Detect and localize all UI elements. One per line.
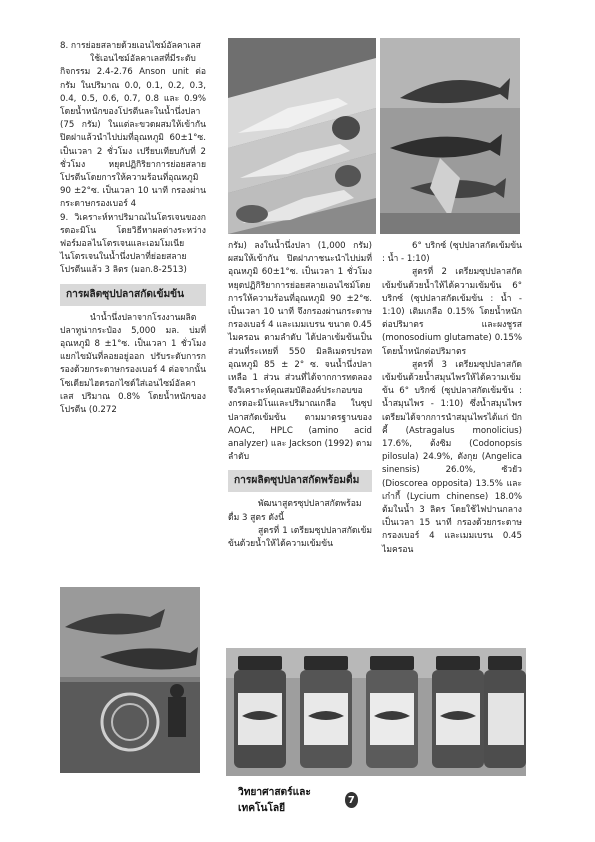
formula-3: สูตรที่ 3 เตรียมซุปปลาสกัดเข้มข้นด้วยน้ำสมุนไพรให้ได้ความเข้มข้น 6° บริกซ์ (ซุปปลาสกัดเข้มข้น : น้ำสมุนไพร - 1:10) ซึ่งน้ำสมุนไพรเตรียมได้จากการนำสมุนไพรได้แก่ ปักคี้ (Astragalus monolicius) 17.6%, ต้งซิม (Codonopsis pilosula) 24.9%, ตังกุย (Angelica sinensis) 26.0%, ซัวยัว (Dioscorea opposita) 13.5% และเก๋ากี้ (Lycium chinense) 18.0% ต้มในน้ำ 3 ลิตร โดยใช้ไฟปานกลาง เป็นเวลา 15 นาที กรองด้วยกระดาษกรองเบอร์ 4 และเมมเบรน 0.45 ไมครอน [382,359,522,555]
tuna-harvest-photo [60,587,200,773]
method-step-9: 9. วิเคราะห์หาปริมาณไนโตรเจนของกรดอะมิโน โดยวิธีหาผลต่างระหว่างฟอร์มอลไนโตรเจนและเอมโมเนียไนโตรเจนในน้ำนึ่งปลาที่ย่อยสลายโปรตีนแล้ว 3 ลิตร (มอก.8-2513) [60,212,206,276]
concentrated-soup-continued: กรัม) ลงในน้ำนึ่งปลา (1,000 กรัม) ผสมให้เข้ากัน ปิดฝาภาชนะนำไปบ่มที่อุณหภูมิ 60±1°ซ. เป็นเวลา 1 ชั่วโมง หยุดปฏิกิริยาการย่อยสลายเอนไซม์โดยการให้ความร้อนที่อุณหภูมิ 90 ±2°ซ. เป็นเวลา 10 นาที จึงกรองผ่านกระดาษกรองเบอร์ 4 และเมมเบรน ขนาด 0.45 ไมครอน ตามลำดับ ได้ปลาเข้มข้นเป็นส่วนที่ระเหยที่ 550 มิลลิเมตรปรอท อุณหภูมิ 85 ± 2° ซ. จนน้ำนึ่งปลาเหลือ 1 ส่วน ส่วนที่ได้จากการทดลองจึงวิเคราะห์คุณสมบัติองค์ประกอบของกรดอะมิโนและปริมาณเกลือ ในซุปปลาสกัดเข้มข้น ตามมาตรฐานของ AOAC, HPLC (amino acid analyzer) และ Jackson (1992) ตามลำดับ [228,241,372,463]
method-step-8-heading: 8. การย่อยสลายด้วยเอนไซม์อัลคาเลส [60,41,201,51]
journal-name: วิทยาศาสตร์และเทคโนโลยี [238,787,311,814]
method-step-8-body: ใช้เอนไซม์อัลคาเลสที่มีระดับกิจกรรม 2.4-2.76 Anson unit ต่อกรัม ในปริมาณ 0.0, 0.1, 0.2, 0.3, 0.4, 0.5, 0.6, 0.7, 0.8 และ 0.9% โดยน้ำหนักของโปรตีนละในน้ำนึ่งปลา (75 กรัม) ในแต่ละขวดผสมให้เข้ากัน ปิดฝาแล้วนำไปบ่มที่อุณหภูมิ 60±1°ซ. เป็นเวลา 2 ชั่วโมง เปรียบเทียบกับที่ 2 ชั่วโมง หยุดปฏิกิริยาการย่อยสลายโปรตีนโดยการให้ความร้อนที่อุณหภูมิ 90 ±2°ซ. เป็นเวลา 10 นาที กรองผ่านกระดาษกรองเบอร์ 4 [60,54,206,210]
concentrated-soup-body: นำน้ำนึ่งปลาจากโรงงานผลิตปลาทูน่ากระป๋อง 5,000 มล. บ่มที่อุณหภูมิ 8 ±1°ซ. เป็นเวลา 1 ชั่วโมง แยกไขมันที่ลอยอยู่ออก ปรับระดับการกรองด้วยกระดาษกรองเบอร์ 4 ต่อจากนั้นโซเดียมไฮดรอกไซด์ใส่เอนไซม์อัลคาเลส ปริมาณ 0.8% โดยน้ำหนักของโปรตีน (0.272 [60,312,206,416]
fish-steamer-photo [228,38,376,234]
column-right [382,240,522,557]
ready-to-drink-intro: พัฒนาสูตรซุปปลาสกัดพร้อมดื่ม 3 สูตร ดังนี้ [228,499,362,523]
page-footer [238,787,358,814]
formula-1-end: 6° บริกซ์ (ซุปปลาสกัดเข้มข้น : น้ำ - 1:10) [382,241,522,265]
column-middle [228,240,372,551]
column-left [60,40,206,417]
section-heading-concentrated-soup: การผลิตซุปปลาสกัดเข้มข้น [60,284,206,306]
section-heading-ready-to-drink-soup: การผลิตซุปปลาสกัดพร้อมดื่ม [228,470,372,492]
soup-bottles-photo [226,648,526,776]
page-number: 7 [345,792,358,808]
formula-1-start: สูตรที่ 1 เตรียมซุปปลาสกัดเข้มข้นด้วยน้ำให้ได้ความเข้มข้น [228,525,372,550]
tuna-illustration [380,38,520,234]
formula-2: สูตรที่ 2 เตรียมซุปปลาสกัดเข้มข้นด้วยน้ำให้ได้ความเข้มข้น 6° บริกซ์ (ซุปปลาสกัดเข้มข้น : น้ำ - 1:10) เติมเกลือ 0.15% โดยน้ำหนักต่อปริมาตร และผงชูรส (monosodium glutamate) 0.15% โดยน้ำหนักต่อปริมาตร [382,267,522,357]
